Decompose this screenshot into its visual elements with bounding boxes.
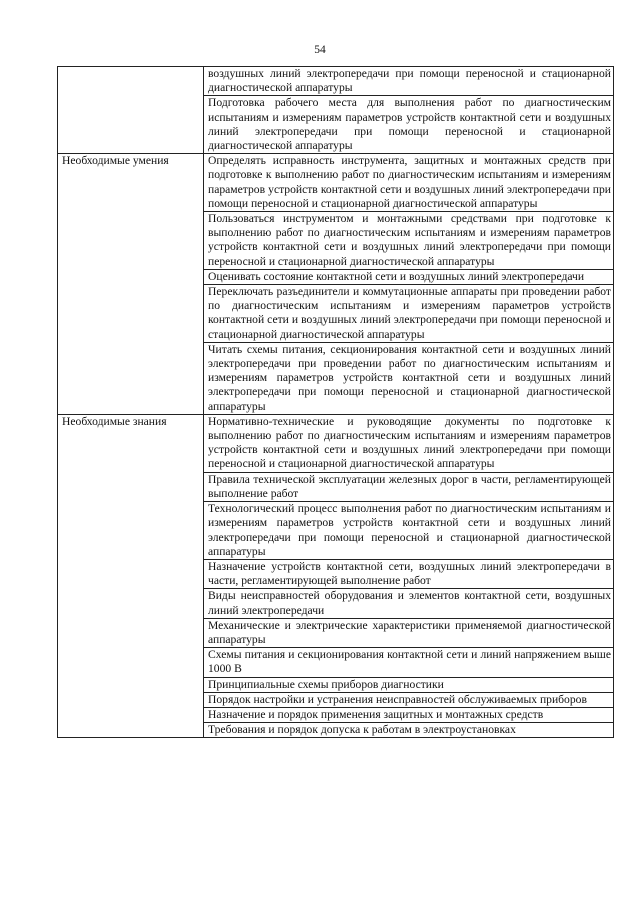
section-label: [58, 67, 204, 154]
requirement-item: Порядок настройки и устранения неисправностей обслуживаемых приборов: [204, 692, 614, 707]
requirement-item: Подготовка рабочего места для выполнения работ по диагностическим испытаниям и измерениям параметров устройств контактной сети и воздушных линий электропередачи при помощи переносной и стационарной диагностической аппаратуры: [204, 96, 614, 154]
table-row: [58, 414, 614, 472]
requirement-item: Переключать разъединители и коммутационные аппараты при проведении работ по диагностическим испытаниям и измерениям параметров устройств контактной сети и воздушных линий электропередачи при помощи переносной и стационарной диагностической аппаратуры: [204, 285, 614, 343]
requirements-table: [57, 66, 614, 738]
page-number: 54: [314, 44, 326, 56]
requirement-item: воздушных линий электропередачи при помощи переносной и стационарной диагностической аппаратуры: [204, 67, 614, 96]
requirement-item: Технологический процесс выполнения работ по диагностическим испытаниям и измерениям параметров устройств контактной сети и воздушных линий электропередачи при помощи переносной и стационарной диагностической аппаратуры: [204, 502, 614, 560]
section-label: Необходимые умения: [58, 154, 204, 415]
requirement-item: Схемы питания и секционирования контактной сети и линий напряжением выше 1000 В: [204, 648, 614, 677]
requirement-item: Определять исправность инструмента, защитных и монтажных средств при подготовке к выполнению работ по диагностическим испытаниям и измерениям параметров устройств контактной сети и воздушных линий электропередачи при помощи переносной и стационарной диагностической аппаратуры: [204, 154, 614, 212]
requirement-item: Оценивать состояние контактной сети и воздушных линий электропередачи: [204, 269, 614, 284]
requirement-item: Требования и порядок допуска к работам в электроустановках: [204, 723, 614, 738]
requirement-item: Правила технической эксплуатации железных дорог в части, регламентирующей выполнение работ: [204, 472, 614, 501]
section-label: Необходимые знания: [58, 414, 204, 737]
table-row: [58, 67, 614, 96]
requirement-item: Пользоваться инструментом и монтажными средствами при подготовке к выполнению работ по диагностическим испытаниям и измерениям параметров устройств контактной сети и воздушных линий электропередачи при помощи переносной и стационарной диагностической аппаратуры: [204, 212, 614, 270]
requirement-item: Принципиальные схемы приборов диагностики: [204, 677, 614, 692]
requirement-item: Читать схемы питания, секционирования контактной сети и воздушных линий электропередачи при проведении работ по диагностическим испытаниям и измерениям параметров устройств контактной сети и воздушных линий электропередачи при помощи переносной и стационарной диагностической аппаратуры: [204, 342, 614, 414]
requirement-item: Виды неисправностей оборудования и элементов контактной сети, воздушных линий электропередачи: [204, 589, 614, 618]
requirement-item: Назначение устройств контактной сети, воздушных линий электропередачи в части, регламентирующей выполнение работ: [204, 559, 614, 588]
requirement-item: Механические и электрические характеристики применяемой диагностической аппаратуры: [204, 618, 614, 647]
requirement-item: Нормативно-технические и руководящие документы по подготовке к выполнению работ по диагностическим испытаниям и измерениям параметров устройств контактной сети и воздушных линий электропередачи при помощи переносной и стационарной диагностической аппаратуры: [204, 414, 614, 472]
requirement-item: Назначение и порядок применения защитных и монтажных средств: [204, 707, 614, 722]
table-row: [58, 154, 614, 212]
